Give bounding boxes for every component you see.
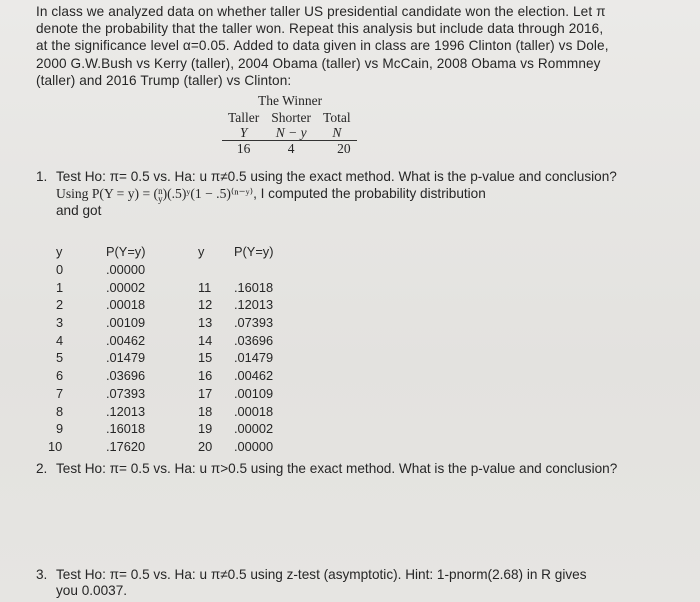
distribution-row <box>56 331 324 349</box>
y-value: 3 <box>56 315 64 331</box>
winner-table <box>222 110 357 156</box>
question-1-line3: and got <box>56 203 102 218</box>
probability-value: .03696 <box>234 332 274 348</box>
probability-value: .00000 <box>234 438 274 454</box>
distribution-row <box>56 438 324 456</box>
y-value: 8 <box>56 403 64 419</box>
y-value: 5 <box>56 350 64 366</box>
binomial-bottom: y <box>158 193 163 204</box>
y-value: 9 <box>56 421 64 437</box>
distribution-header-row <box>56 243 324 261</box>
question-3-line1: Test Ho: π= 0.5 vs. Ha: u π≠0.5 using z-test (asymptotic). Hint: 1-pnorm(2.68) in R gives <box>56 567 587 582</box>
probability-value: .00462 <box>106 332 146 348</box>
winner-table-value-row <box>222 141 357 157</box>
probability-value: .00109 <box>106 315 146 331</box>
probability-value: .01479 <box>106 350 146 366</box>
distribution-row <box>56 349 324 367</box>
intro-line: denote the probability that the taller won. Repeat this analysis but include data through 2016, <box>36 21 604 37</box>
y-value: 14 <box>198 332 213 348</box>
probability-value: .03696 <box>106 368 146 384</box>
y-value: 11 <box>198 279 212 295</box>
question-3-line2: you 0.0037. <box>56 583 128 598</box>
header-p-left: P(Y=y) <box>106 244 146 260</box>
value-taller: 16 <box>222 141 265 157</box>
probability-value: .00018 <box>234 403 274 419</box>
distribution-row <box>56 278 324 296</box>
formula-rest: (.5)ʸ(1 − .5)⁽ⁿ⁻ʸ⁾ <box>167 186 254 201</box>
y-value: 15 <box>198 350 213 366</box>
intro-line: (taller) and 2016 Trump (taller) vs Clinton: <box>36 72 292 88</box>
header-total: Total <box>323 110 351 125</box>
y-value: 1 <box>56 279 64 295</box>
header-p-right: P(Y=y) <box>234 244 274 260</box>
distribution-row <box>56 296 324 314</box>
symbol-total: N <box>332 125 342 140</box>
y-value: 7 <box>56 385 64 401</box>
question-number: 3. <box>36 567 48 582</box>
winner-table-title: The Winner <box>258 93 323 108</box>
distribution-row <box>56 261 324 279</box>
intro-paragraph <box>36 3 676 89</box>
header-y-right: y <box>198 244 205 260</box>
distribution-row <box>56 314 324 332</box>
question-number: 1. <box>36 169 48 184</box>
question-number: 2. <box>36 461 48 476</box>
intro-line: In class we analyzed data on whether taller US presidential candidate won the election. Let π <box>36 4 606 19</box>
header-shorter: Shorter <box>271 110 312 125</box>
y-value: 16 <box>198 368 213 384</box>
value-total: 20 <box>317 141 357 157</box>
probability-value: .00002 <box>234 421 274 437</box>
intro-line: at the significance level α=0.05. Added to data given in class are 1996 Clinton (taller) vs Dole, <box>36 38 609 54</box>
question-1-formula <box>56 185 486 203</box>
formula-prefix: Using P(Y = y) = <box>56 186 154 201</box>
distribution-row <box>56 367 324 385</box>
header-taller: Taller <box>228 110 260 125</box>
probability-distribution <box>48 243 324 455</box>
question-2-text: Test Ho: π= 0.5 vs. Ha: u π>0.5 using the exact method. What is the p-value and conclusion? <box>56 461 618 476</box>
header-y-left: y <box>56 244 63 260</box>
y-value: 4 <box>56 332 64 348</box>
winner-table-symbol-row <box>222 125 357 141</box>
distribution-table <box>48 243 324 455</box>
intro-line: 2000 G.W.Bush vs Kerry (taller), 2004 Obama (taller) vs McCain, 2008 Obama vs Rommney <box>36 55 601 71</box>
y-value: 17 <box>198 385 213 401</box>
value-shorter: 4 <box>265 141 317 157</box>
y-value: 20 <box>198 438 213 454</box>
distribution-row <box>56 420 324 438</box>
probability-value: .12013 <box>106 403 146 419</box>
binomial-coefficient: ( n y ) <box>153 185 168 204</box>
y-value: 2 <box>56 297 64 313</box>
distribution-row <box>56 402 324 420</box>
probability-value: .00109 <box>234 385 274 401</box>
probability-value: .01479 <box>234 350 274 366</box>
y-value: 13 <box>198 315 213 331</box>
formula-suffix: , I computed the probability distribution <box>253 186 486 201</box>
y-value: 18 <box>198 403 213 419</box>
probability-value: .00000 <box>106 262 146 278</box>
probability-value: .00462 <box>234 368 274 384</box>
y-value: 19 <box>198 421 213 437</box>
winner-table-header-row <box>222 110 357 125</box>
probability-value: .16018 <box>234 279 274 295</box>
probability-value: .07393 <box>234 315 274 331</box>
y-value: 10 <box>48 438 63 454</box>
probability-value: .00018 <box>106 297 146 313</box>
probability-value <box>234 261 324 279</box>
probability-value: .12013 <box>234 297 274 313</box>
probability-value: .07393 <box>106 385 146 401</box>
probability-value: .00002 <box>106 279 146 295</box>
symbol-taller: Y <box>239 125 248 140</box>
binomial-top: n <box>158 185 163 196</box>
y-value <box>198 261 234 279</box>
y-value: 0 <box>56 262 64 278</box>
probability-value: .17620 <box>106 438 146 454</box>
distribution-row <box>56 385 324 403</box>
symbol-shorter: N − y <box>275 125 307 140</box>
y-value: 12 <box>198 297 213 313</box>
y-value: 6 <box>56 368 64 384</box>
question-1-line1: Test Ho: π= 0.5 vs. Ha: u π≠0.5 using the exact method. What is the p-value and conclusion? <box>56 169 617 184</box>
probability-value: .16018 <box>106 421 146 437</box>
